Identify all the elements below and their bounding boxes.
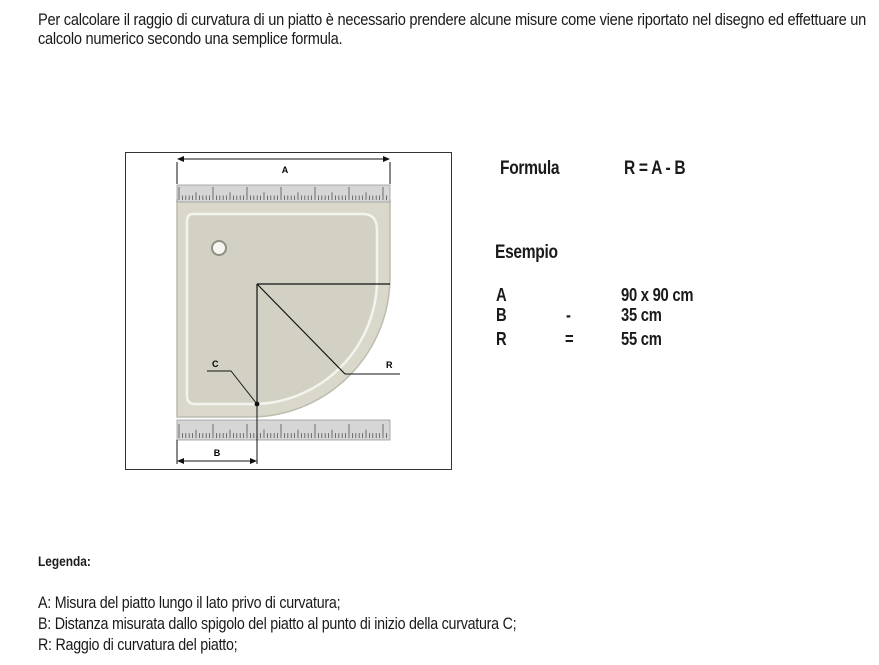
example-key-r: R [496,329,507,349]
bottom-ruler [177,420,390,440]
legend-line-a: A: Misura del piatto lungo il lato privo di curvatura; [38,593,341,612]
intro-paragraph: Per calcolare il raggio di curvatura di un piatto è necessario prendere alcune misure come viene riportato nel disegno ed effettuare un calcolo numerico secondo una semplice formula. [38,10,866,48]
example-title: Esempio [495,242,558,263]
example-key-b: B [496,305,507,325]
formula-label: Formula [500,158,560,179]
example-op-b: - [566,305,571,325]
point-c-marker [255,402,260,407]
dimension-a-label: A [281,165,289,175]
shower-tray-diagram [125,152,452,470]
legend-line-b: B: Distanza misurata dallo spigolo del piatto al punto di inizio della curvatura C; [38,614,517,633]
example-key-a: A [496,285,507,305]
drain-icon [212,241,226,255]
top-ruler [177,185,390,202]
example-value-a: 90 x 90 cm [621,285,694,305]
formula-expression: R = A - B [624,158,686,179]
legend-line-r: R: Raggio di curvatura del piatto; [38,635,238,654]
legend-title: Legenda: [38,553,91,569]
dimension-b-label: B [213,448,221,458]
c-label: C [212,359,219,369]
diagram-svg [125,152,452,470]
example-op-r: = [565,329,574,349]
example-value-b: 35 cm [621,305,662,325]
example-value-r: 55 cm [621,329,662,349]
r-label: R [386,360,393,370]
